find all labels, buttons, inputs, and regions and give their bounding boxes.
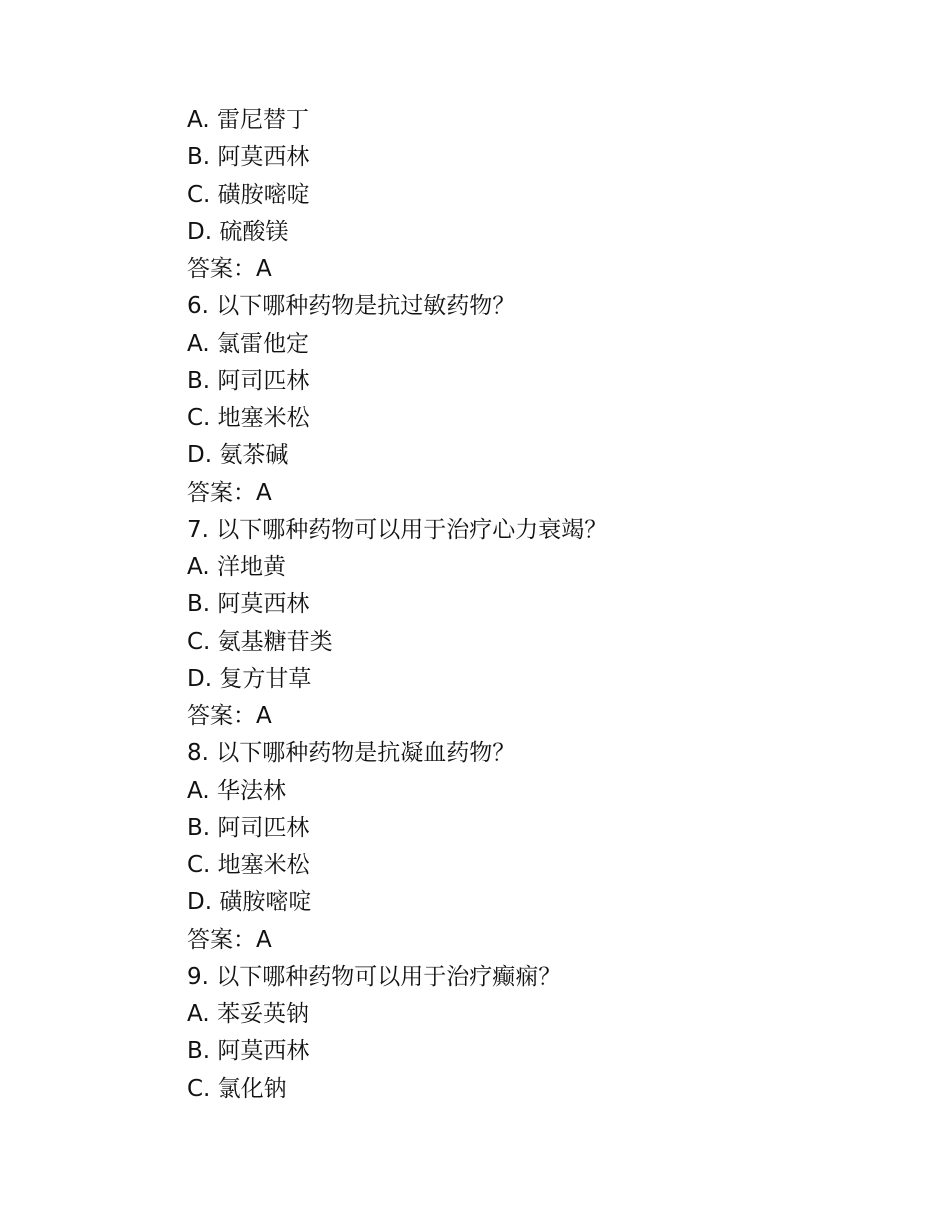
option-line: B. 阿莫西林 bbox=[187, 1038, 310, 1065]
answer-line: 答案：A bbox=[187, 703, 272, 729]
option-line: C. 氨基糖苷类 bbox=[187, 628, 333, 655]
option-line: C. 地塞米松 bbox=[187, 852, 310, 878]
answer-line: 答案：A bbox=[187, 256, 272, 282]
question-line: 7. 以下哪种药物可以用于治疗心力衰竭？ bbox=[187, 516, 608, 543]
option-line: C. 氯化钠 bbox=[187, 1075, 287, 1102]
option-line: B. 阿莫西林 bbox=[187, 591, 310, 618]
option-line: D. 磺胺嘧啶 bbox=[187, 889, 312, 916]
option-line: A. 华法林 bbox=[187, 777, 286, 804]
question-line: 9. 以下哪种药物可以用于治疗癫痫？ bbox=[187, 963, 562, 990]
answer-line: 答案：A bbox=[187, 479, 272, 506]
question-line: 6. 以下哪种药物是抗过敏药物？ bbox=[187, 293, 516, 320]
option-line: C. 地塞米松 bbox=[187, 405, 310, 431]
option-line: B. 阿司匹林 bbox=[187, 814, 310, 841]
option-line: C. 磺胺嘧啶 bbox=[187, 181, 310, 208]
option-line: D. 复方甘草 bbox=[187, 665, 312, 692]
answer-line: 答案：A bbox=[187, 926, 272, 953]
option-line: A. 洋地黄 bbox=[187, 554, 286, 580]
document-body bbox=[187, 102, 887, 1108]
question-line: 8. 以下哪种药物是抗凝血药物？ bbox=[187, 740, 516, 767]
option-line: B. 阿司匹林 bbox=[187, 367, 310, 394]
option-line: A. 氯雷他定 bbox=[187, 330, 309, 357]
option-line: A. 苯妥英钠 bbox=[187, 1001, 309, 1027]
option-line: A. 雷尼替丁 bbox=[187, 107, 309, 133]
option-line: D. 硫酸镁 bbox=[187, 218, 289, 245]
option-line: B. 阿莫西林 bbox=[187, 144, 310, 171]
option-line: D. 氨茶碱 bbox=[187, 442, 289, 469]
